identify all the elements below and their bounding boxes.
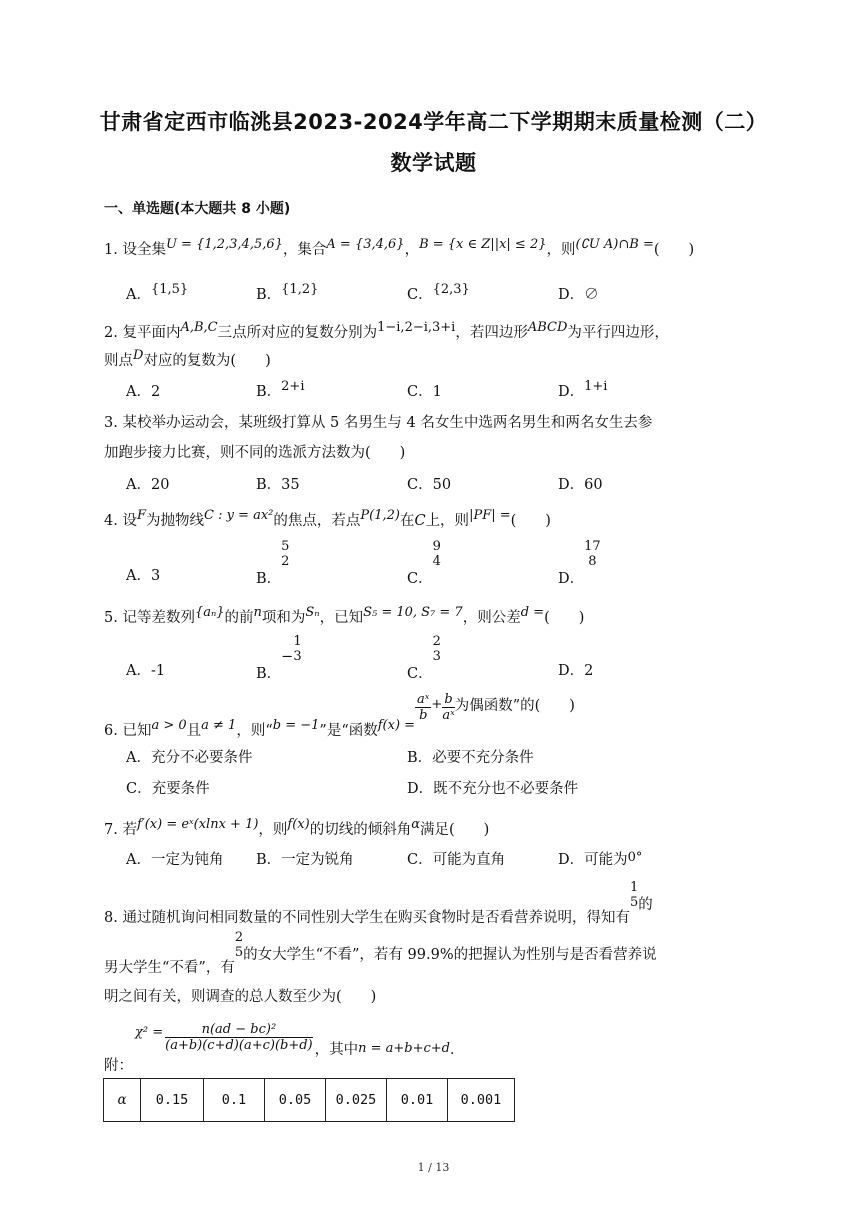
option-b: B．35 [256, 477, 300, 493]
quad-abcd: ABCD [527, 320, 568, 335]
question-number: 7. [104, 822, 123, 838]
q5-text: 记等差数列 [122, 610, 195, 626]
function-f: f(x) [287, 817, 310, 832]
question-number: 1. [104, 242, 123, 258]
question-number: 6. [104, 722, 123, 739]
answer-blank: ( ) [510, 513, 551, 529]
q8-text: 的 [638, 897, 653, 913]
q2-text: 对应的复数为( ) [143, 353, 271, 369]
option-d: D．1+i [558, 379, 608, 400]
q5-options [126, 636, 726, 680]
plus-sign: + [431, 696, 443, 712]
point-d: D [133, 348, 144, 363]
q4-text: 为抛物线 [145, 513, 204, 529]
option-d: D．∅ [558, 287, 599, 303]
fraction-one-fifth: 1 5 [629, 880, 639, 910]
q1-options [126, 283, 726, 307]
q1-text: ， [404, 242, 420, 258]
chi-square-fraction: $\frac{\text{n(ad − bc)²}}{(a+b)(c+d)(a+c)(b+d)}$ [165, 1022, 313, 1053]
q6-options-row1 [126, 746, 726, 770]
sequence-an: {aₙ} [194, 605, 225, 620]
focus-f: F [136, 508, 146, 523]
known-sums: S₅ = 10, S₇ = 7 [363, 605, 463, 620]
q5-text: ，则公差 [462, 610, 521, 626]
q6-text: ”是“函数 [319, 722, 378, 739]
q6-options-row2 [126, 777, 726, 801]
question-5 [104, 606, 584, 627]
table-row [104, 1079, 515, 1122]
option-a: A．{1,5} [126, 282, 189, 303]
question-2 [104, 321, 669, 342]
option-a: A．3 [126, 568, 161, 584]
section-heading: 一、单选题(本大题共 8 小题) [104, 201, 291, 217]
table-header-cell: α [104, 1079, 141, 1122]
distance-pf: |PF| = [469, 508, 511, 523]
option-a: A．2 [126, 384, 161, 400]
option-b: B．2+i [256, 379, 305, 400]
var-n: n [253, 605, 262, 620]
option-c: C． 9 4 [407, 539, 441, 587]
question-7 [104, 818, 489, 839]
question-8 [104, 880, 653, 926]
option-c: C．{2,3} [407, 282, 470, 303]
condition-a-positive: a > 0 [151, 717, 187, 733]
q4-text: 上，则 [425, 513, 470, 529]
table-cell: 0.15 [141, 1079, 204, 1122]
q6-text: 已知 [122, 722, 152, 739]
q4-options [126, 541, 726, 585]
table-cell: 0.01 [387, 1079, 448, 1122]
option-b: B．{1,2} [256, 282, 319, 303]
q7-text: 的切线的倾斜角 [309, 822, 412, 838]
document-title-line2: 数学试题 [390, 151, 477, 175]
q7-options [126, 848, 726, 872]
question-6 [104, 692, 575, 739]
option-c: C．50 [407, 477, 452, 493]
option-a: A．-1 [126, 663, 166, 679]
question-2-line2 [104, 349, 271, 370]
option-b: B．必要不充分条件 [407, 750, 534, 766]
q7-text: 若 [122, 822, 137, 838]
q7-text: 满足( ) [420, 822, 490, 838]
option-d: D．60 [558, 477, 603, 493]
curve-c: C [414, 513, 426, 529]
n-expression: n = a+b+c+d [358, 1040, 451, 1056]
option-b: B． 5 2 [256, 539, 290, 587]
option-c: C．1 [407, 384, 442, 400]
table-cell: 0.025 [326, 1079, 387, 1122]
angle-alpha: α [411, 817, 420, 832]
q4-text: 的焦点，若点 [273, 513, 361, 529]
option-d: D．可能为0° [558, 850, 643, 868]
sum-sn: Sₙ [305, 605, 320, 620]
chi-square-formula [104, 1018, 465, 1074]
q2-options [126, 380, 726, 404]
question-1 [104, 238, 694, 259]
points-abc: A,B,C [180, 320, 218, 335]
question-8-line3: 明之间有关，则调查的总人数至少为( ) [104, 989, 377, 1005]
q2-text: ，若四边形 [455, 325, 528, 341]
q1-text: ，则 [546, 242, 576, 258]
condition-a-not-one: a ≠ 1 [201, 717, 237, 733]
complex-values: 1−i,2−i,3+i [377, 320, 456, 335]
table-cell: 0.05 [265, 1079, 326, 1122]
q2-text: 为平行四边形， [567, 325, 669, 341]
q8-text: ． [450, 1041, 465, 1058]
question-8-line2 [104, 930, 657, 976]
q1-text: 设全集 [122, 242, 166, 258]
q4-text: 在 [399, 513, 415, 529]
point-p: P(1,2) [360, 508, 400, 523]
fraction-two-fifths: 2 5 [234, 930, 244, 960]
option-d: D．2 [558, 663, 594, 679]
option-c: C．充要条件 [126, 781, 210, 797]
table-cell: 0.001 [448, 1079, 515, 1122]
document-title-line1: 甘肃省定西市临洮县2023-2024学年高二下学期期末质量检测（二） [99, 110, 768, 134]
q5-text: 项和为 [261, 610, 306, 626]
q1-text: ，集合 [282, 242, 327, 258]
q8-text: 8. 通过随机询问相同数量的不同性别大学生在购买食物时是否看营养说明，得知有 [104, 910, 630, 926]
option-a: A．20 [126, 477, 170, 493]
q8-text: 的女大学生“不看”，若有 99.9%的把握认为性别与是否看营养说 [243, 947, 657, 963]
q6-text: 且 [186, 722, 202, 739]
option-c: C．可能为直角 [407, 852, 506, 868]
option-c: C． 2 3 [407, 634, 441, 682]
question-3-line2: 加跑步接力比赛，则不同的选派方法数为( ) [104, 445, 406, 461]
q5-text: ，已知 [319, 610, 364, 626]
set-B: B = {x ∈ Z||x| ≤ 2} [419, 237, 547, 252]
fraction-ax-b: $\frac{\text{aˣ}}{b}$ [417, 692, 430, 723]
parabola-equation: C : y = ax² [203, 508, 274, 523]
option-b: B．− 1 3 [256, 634, 302, 682]
q6-text: ，则“ [236, 722, 273, 739]
option-b: B．一定为锐角 [256, 852, 354, 868]
option-d: D． 17 8 [558, 539, 601, 587]
q2-text: 三点所对应的复数分别为 [217, 325, 378, 341]
derivative-expression: f′(x) = eˣ(xlnx + 1) [136, 817, 259, 832]
common-difference: d = [520, 605, 545, 620]
q1-expression: (∁U A)∩B = [575, 237, 654, 252]
q8-text: ，其中 [314, 1041, 359, 1058]
q2-text: 则点 [104, 353, 133, 369]
q4-text: 设 [122, 513, 137, 529]
question-number: 5. [104, 610, 123, 626]
answer-blank: ( ) [653, 242, 695, 258]
question-4 [104, 509, 551, 530]
q3-options [126, 473, 726, 497]
q7-text: ，则 [258, 822, 288, 838]
q8-text: 男大学生“不看”，有 [104, 960, 235, 976]
q6-text: 为偶函数”的( ) [454, 697, 575, 714]
significance-table [103, 1078, 515, 1122]
function-f: f(x) = [377, 717, 416, 733]
fraction-b-ax: $\frac{b}{\text{aˣ}}$ [442, 692, 455, 723]
set-A: A = {3,4,6} [326, 237, 405, 252]
table-cell: 0.1 [204, 1079, 265, 1122]
question-number: 4. [104, 513, 123, 529]
q5-text: 的前 [224, 610, 254, 626]
answer-blank: ( ) [544, 610, 585, 626]
q2-text: 复平面内 [122, 325, 181, 341]
page-number: 1 / 13 [417, 1161, 450, 1174]
option-a: A．充分不必要条件 [126, 750, 253, 766]
question-3: 3. 某校举办运动会，某班级打算从 5 名男生与 4 名女生中选两名男生和两名女生去参 [104, 415, 653, 431]
option-a: A．一定为钝角 [126, 852, 224, 868]
option-d: D．既不充分也不必要条件 [407, 781, 579, 797]
question-number: 2. [104, 325, 123, 341]
condition-b: b = −1 [272, 717, 320, 733]
chi-square-symbol: χ² = [135, 1024, 164, 1040]
set-U: U = {1,2,3,4,5,6} [165, 237, 283, 252]
appendix-label: 附： [104, 1057, 133, 1074]
